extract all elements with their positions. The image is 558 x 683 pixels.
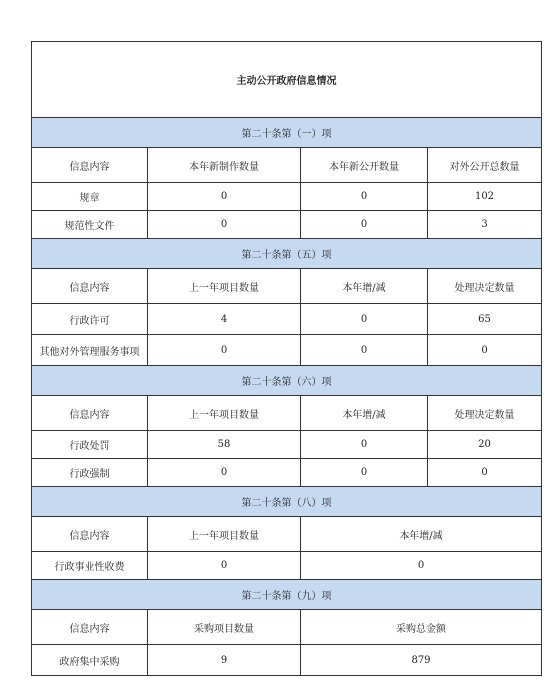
table-cell: 0 [148,459,301,487]
table-cell: 3 [428,211,542,239]
row-label: 规范性文件 [32,211,148,239]
table-title: 主动公开政府信息情况 [32,42,542,118]
table-cell: 0 [301,459,428,487]
table-cell: 0 [148,335,301,366]
table-cell: 0 [148,183,301,211]
row-label: 行政事业性收费 [32,552,148,580]
table-cell: 20 [428,431,542,459]
row-label: 行政强制 [32,459,148,487]
column-header: 上一年项目数量 [148,517,301,552]
row-label: 规章 [32,183,148,211]
table-cell: 0 [428,335,542,366]
table-cell: 0 [301,304,428,335]
column-header: 上一年项目数量 [148,269,301,304]
table-cell: 0 [428,459,542,487]
section-heading-2: 第二十条第（五）项 [32,239,542,269]
column-header: 信息内容 [32,269,148,304]
table-cell: 0 [301,183,428,211]
column-header: 对外公开总数量 [428,148,542,183]
section-heading-1: 第二十条第（一）项 [32,118,542,148]
row-label: 行政许可 [32,304,148,335]
column-header: 本年新公开数量 [301,148,428,183]
table-cell: 0 [301,335,428,366]
column-header: 处理决定数量 [428,269,542,304]
column-header: 信息内容 [32,396,148,431]
section-heading-4: 第二十条第（八）项 [32,487,542,517]
column-header: 信息内容 [32,610,148,645]
table-cell: 0 [301,552,542,580]
table-cell: 65 [428,304,542,335]
column-header: 采购总金额 [301,610,542,645]
table-cell: 0 [301,211,428,239]
disclosure-table [31,41,542,676]
column-header: 本年增/减 [301,517,542,552]
column-header: 信息内容 [32,517,148,552]
column-header: 本年增/减 [301,269,428,304]
column-header: 处理决定数量 [428,396,542,431]
table-cell: 0 [301,431,428,459]
column-header: 本年增/减 [301,396,428,431]
row-label: 行政处罚 [32,431,148,459]
row-label: 其他对外管理服务事项 [32,335,148,366]
table-cell: 102 [428,183,542,211]
table-cell: 0 [148,552,301,580]
column-header: 本年新制作数量 [148,148,301,183]
table-cell: 4 [148,304,301,335]
table-cell: 9 [148,645,301,676]
column-header: 采购项目数量 [148,610,301,645]
column-header: 上一年项目数量 [148,396,301,431]
table-cell: 0 [148,211,301,239]
section-heading-3: 第二十条第（六）项 [32,366,542,396]
table-cell: 879 [301,645,542,676]
row-label: 政府集中采购 [32,645,148,676]
column-header: 信息内容 [32,148,148,183]
table-cell: 58 [148,431,301,459]
section-heading-5: 第二十条第（九）项 [32,580,542,610]
